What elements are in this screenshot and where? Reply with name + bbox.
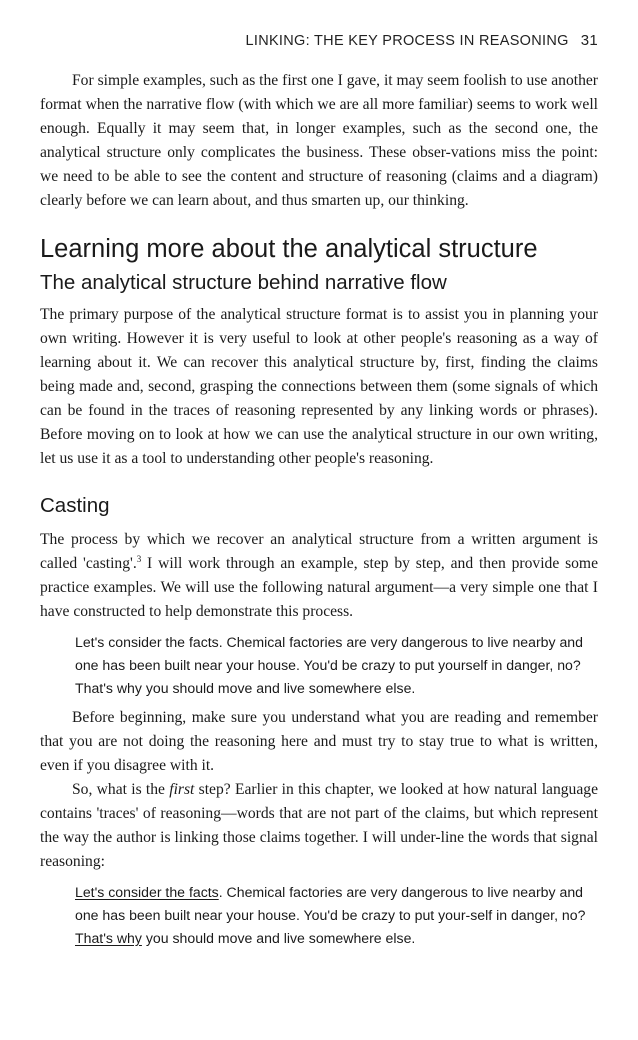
casting-heading: Casting (40, 494, 110, 517)
running-header (246, 32, 599, 49)
underlined-quote (75, 881, 588, 950)
casting-text-end: I will work through an example, step by step, and then provide some practice examples. We will use the following natural argument—a very simple one that I have constructed to help demonstrate this process. (40, 555, 598, 620)
page-number: 31 (580, 32, 598, 49)
reasoning-trace-2: That's why (75, 930, 142, 946)
page-content (40, 69, 598, 950)
casting-text-start: The process by which we recover an analytical structure from a written argument is called 'casting'. (40, 531, 598, 572)
section-heading: Learning more about the analytical structure (40, 235, 538, 263)
subsection-heading: The analytical structure behind narrative flow (40, 271, 447, 294)
quote-text-2: you should move and live somewhere else. (141, 930, 416, 946)
intro-paragraph: For simple examples, such as the first one I gave, it may seem foolish to use another format when the narrative flow (with which we are all more familiar) seems to work well enough. Equally it may seem that, in longer examples, such as the second one, the analytical structure only complicates the business. These obser-vations miss the point: we need to be able to see the content and structure of reasoning (claims and a diagram) clearly before we can learn about, and thus smarten up, our thinking. (40, 72, 598, 209)
quote-text-1: . Chemical factories are very dangerous to live nearby and one has been built near your house. You'd be crazy to put your-self in danger, no? (75, 884, 586, 923)
so-text-start: So, what is the (72, 781, 170, 798)
so-paragraph (40, 778, 598, 874)
footnote-marker: 3 (136, 553, 142, 564)
running-title: LINKING: THE KEY PROCESS IN REASONING (245, 33, 569, 49)
example-quote: Let's consider the facts. Chemical factories are very dangerous to live nearby and one has been built near your house. You'd be crazy to put yourself in danger, no? That's why you should move and live somewhere else. (75, 634, 583, 696)
so-text-end: step? Earlier in this chapter, we looked at how natural language contains 'traces' of reasoning—words that are not part of the claims, but which represent the way the author is linking those claims together. I will under-line the words that signal reasoning: (40, 781, 598, 870)
before-paragraph: Before beginning, make sure you understand what you are reading and remember that you are not doing the reasoning here and must try to stay true to what is written, even if you disagree with it. (40, 709, 598, 774)
reasoning-trace-1: Let's consider the facts (75, 884, 219, 900)
first-emphasis: first (169, 781, 195, 798)
subsection-paragraph: The primary purpose of the analytical structure format is to assist you in planning your own writing. However it is very useful to look at other people's reasoning as a way of learning about it. We can recover this analytical structure by, first, finding the claims being made and, second, grasping the connections between them (some signals of which can be found in the traces of reasoning represented by any linking words or phrases). Before moving on to look at how we can use the analytical structure in our own writing, let us use it as a tool to understanding other people's reasoning. (40, 306, 598, 467)
casting-paragraph (40, 528, 598, 624)
